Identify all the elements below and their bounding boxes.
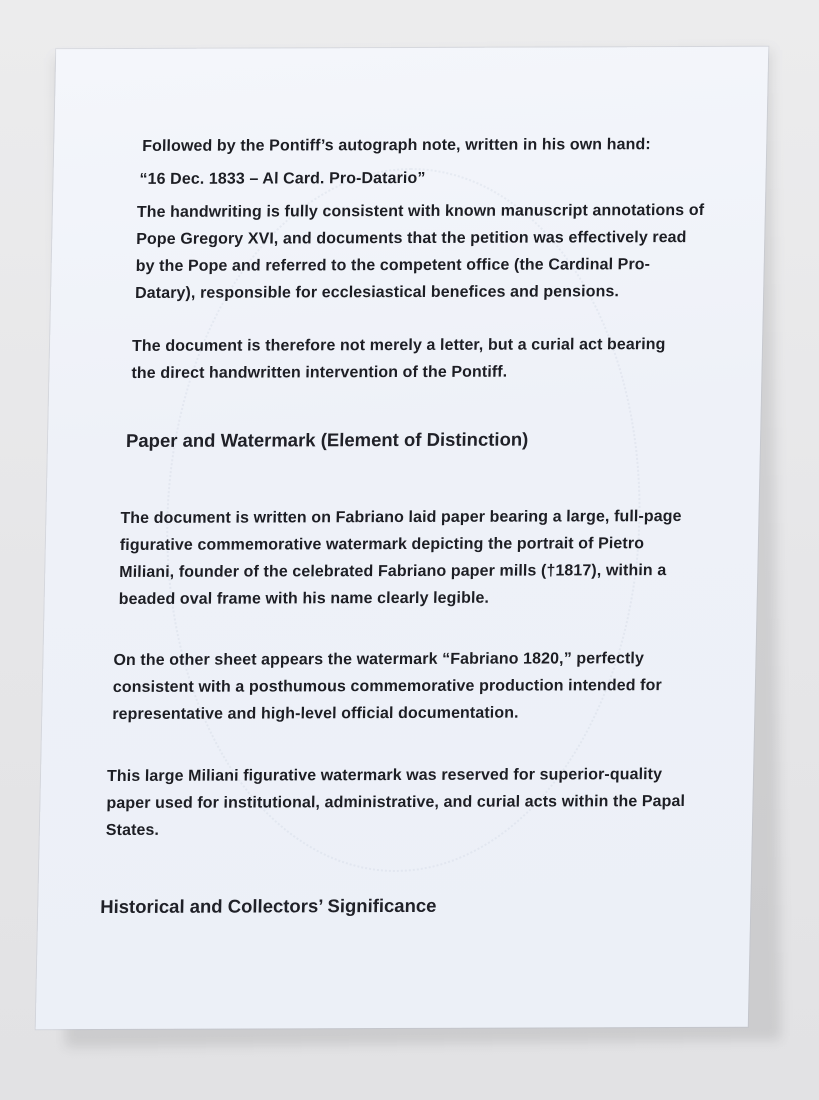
curial-act-paragraph: The document is therefore not merely a letter, but a curial act bearing the direct handwritten intervention of the Pontiff. bbox=[131, 336, 666, 382]
section-heading-significance: Historical and Collectors’ Significance bbox=[100, 894, 437, 918]
watermark-paragraph-2: On the other sheet appears the watermark “Fabriano 1820,” perfectly consistent with a posthumous commemorative production intended for representative and high-level official documentation. bbox=[112, 650, 662, 723]
handwriting-paragraph: The handwriting is fully consistent with known manuscript annotations of Pope Gregory XVI, and documents that the petition was effectively read by the Pope and referred to the competent office (the Cardinal Pro-Datary), responsible for ecclesiastical benefices and pensions. bbox=[134, 201, 705, 302]
document-body bbox=[36, 47, 769, 1029]
autograph-note-quote: “16 Dec. 1833 – Al Card. Pro-Datario” bbox=[139, 169, 426, 188]
intro-paragraph: Followed by the Pontiff’s autograph note, written in his own hand: bbox=[142, 136, 651, 155]
paper-sheet bbox=[36, 47, 769, 1029]
watermark-paragraph-3: This large Miliani figurative watermark was reserved for superior-quality paper used for institutional, administrative, and curial acts within the Papal States. bbox=[105, 766, 686, 840]
watermark-paragraph-1: The document is written on Fabriano laid paper bearing a large, full-page figurative commemorative watermark depicting the portrait of Pietro Miliani, founder of the celebrated Fabriano paper mills (†1817), within a beaded oval frame with his name clearly legible. bbox=[118, 508, 682, 608]
section-heading-watermark: Paper and Watermark (Element of Distinction) bbox=[125, 428, 529, 451]
